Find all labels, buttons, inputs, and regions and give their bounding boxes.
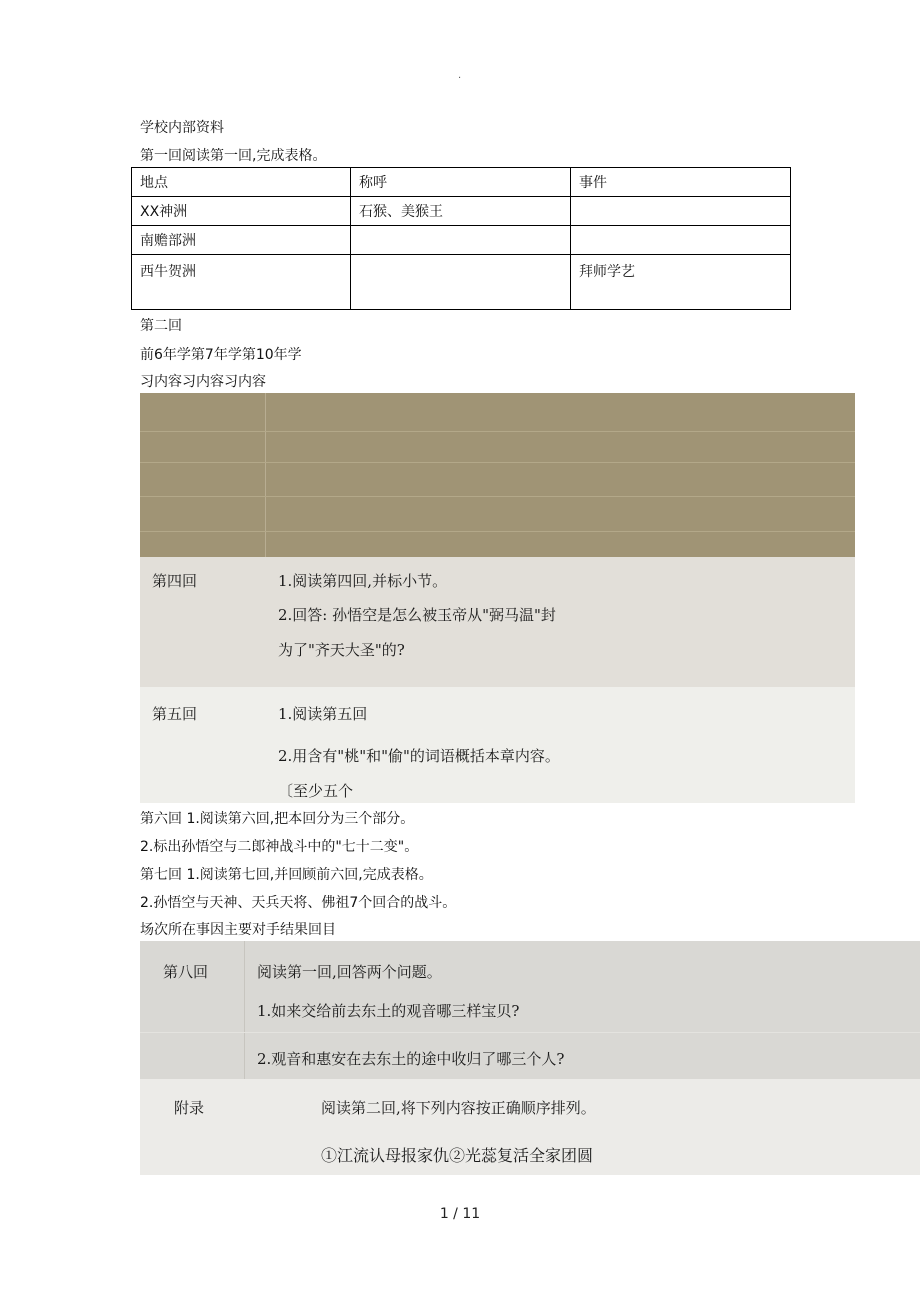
appendix-label: 附录	[174, 1099, 205, 1117]
grid-divider	[140, 462, 855, 463]
table-header-cell: 事件	[571, 168, 791, 197]
chapter7-table-headers: 场次所在事因主要对手结果回目	[140, 922, 336, 938]
chapter2-content: 习内容习内容习内容	[140, 374, 266, 390]
chapter7-line1: 第七回 1.阅读第七回,并回顾前六回,完成表格。	[140, 867, 433, 883]
chapter5-q2: 2.用含有"桃"和"偷"的词语概括本章内容。	[278, 747, 560, 765]
grid-divider	[244, 941, 245, 1079]
grid-divider	[140, 1032, 920, 1033]
table-cell: 西牛贺洲	[132, 255, 351, 310]
chapter8-label: 第八回	[163, 963, 209, 981]
grid-divider	[140, 496, 855, 497]
table-cell: 南赡部洲	[132, 226, 351, 255]
table-header-cell: 地点	[132, 168, 351, 197]
table-row	[132, 255, 791, 310]
table-cell	[351, 226, 571, 255]
chapter4-q2: 2.回答: 孙悟空是怎么被玉帝从"弼马温"封	[278, 606, 556, 624]
table-cell: 石猴、美猴王	[351, 197, 571, 226]
table-row	[132, 197, 791, 226]
grid-divider	[265, 393, 266, 557]
chapter4-label: 第四回	[152, 572, 198, 590]
chapter4-block	[140, 557, 855, 687]
grid-divider	[140, 531, 855, 532]
chapter5-label: 第五回	[152, 705, 198, 723]
chapter4-q2-cont: 为了"齐天大圣"的?	[278, 641, 405, 659]
table-cell: XX神洲	[132, 197, 351, 226]
table-cell	[571, 226, 791, 255]
chapter1-table	[131, 167, 791, 310]
table-cell: 拜师学艺	[571, 255, 791, 310]
chapter6-line1: 第六回 1.阅读第六回,把本回分为三个部分。	[140, 811, 415, 827]
chapter8-block	[140, 941, 920, 1079]
appendix-items: ①江流认母报家仇②光蕊复活全家团圆	[321, 1146, 594, 1165]
chapter5-q1: 1.阅读第五回	[278, 705, 368, 723]
chapter4-q1: 1.阅读第四回,并标小节。	[278, 572, 448, 590]
chapter2-shaded-table	[140, 393, 855, 557]
chapter5-block	[140, 687, 855, 803]
appendix-intro: 阅读第二回,将下列内容按正确顺序排列。	[321, 1099, 596, 1117]
chapter8-intro: 阅读第一回,回答两个问题。	[257, 963, 442, 981]
table-cell	[571, 197, 791, 226]
table-row	[132, 226, 791, 255]
chapter8-q2: 2.观音和惠安在去东土的途中收归了哪三个人?	[257, 1050, 565, 1068]
chapter2-years: 前6年学第7年学第10年学	[140, 347, 302, 363]
page-number: 1 / 11	[439, 1206, 481, 1222]
chapter6-line2: 2.标出孙悟空与二郎神战斗中的"七十二变"。	[140, 839, 419, 855]
grid-divider	[140, 431, 855, 432]
chapter5-q3: 〔至少五个	[278, 782, 354, 800]
doc-label: 学校内部资料	[140, 120, 224, 136]
chapter1-title: 第一回阅读第一回,完成表格。	[140, 148, 327, 164]
table-header-cell: 称呼	[351, 168, 571, 197]
chapter7-line2: 2.孙悟空与天神、天兵天将、佛祖7个回合的战斗。	[140, 895, 457, 911]
table-cell	[351, 255, 571, 310]
chapter2-title: 第二回	[140, 318, 182, 334]
appendix-block	[140, 1079, 920, 1175]
chapter8-q1: 1.如来交给前去东土的观音哪三样宝贝?	[257, 1002, 520, 1020]
header-dot: .	[458, 70, 462, 81]
table-header-row	[132, 168, 791, 197]
